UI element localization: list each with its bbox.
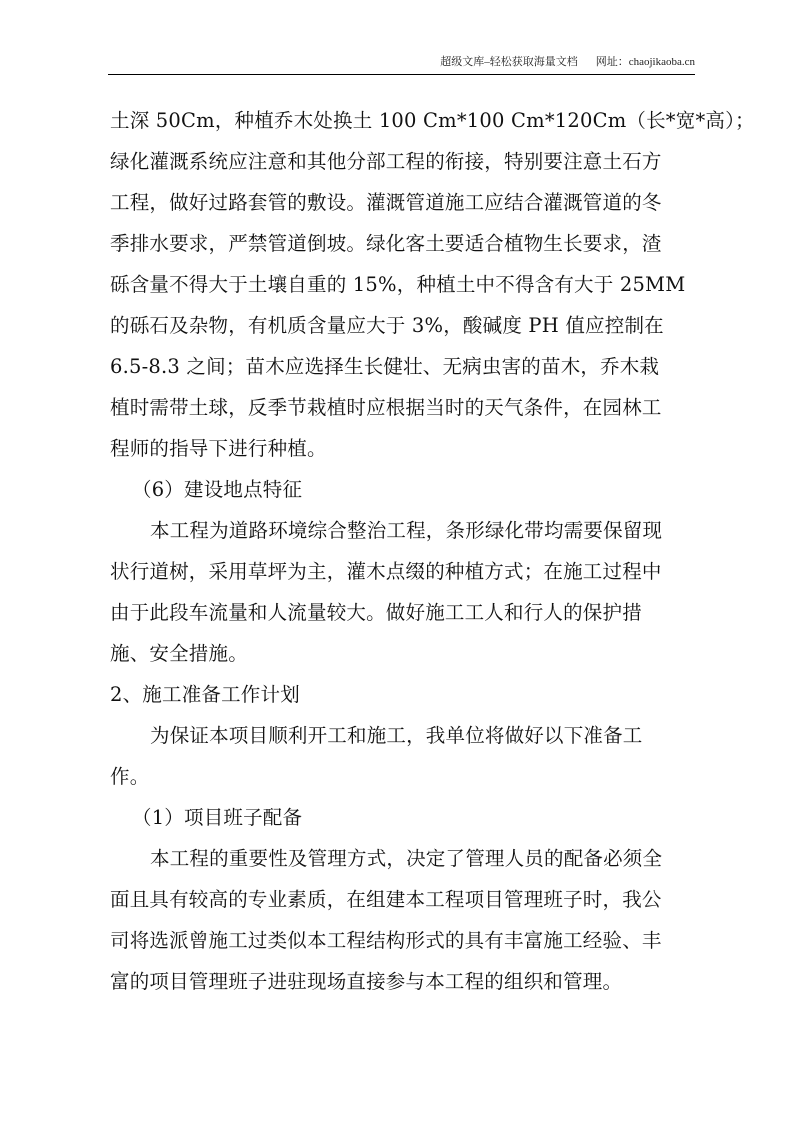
paragraph-line: 绿化灌溉系统应注意和其他分部工程的衔接，特别要注意土石方 (110, 150, 662, 173)
paragraph-line: 程师的指导下进行种植。 (110, 437, 327, 460)
paragraph-line: 工程，做好过路套管的敷设。灌溉管道施工应结合灌溉管道的冬 (110, 191, 662, 214)
paragraph-line: 本工程的重要性及管理方式，决定了管理人员的配备必须全 (150, 847, 663, 870)
paragraph-line: 土深 50Cm，种植乔木处换土 100 Cm*100 Cm*120Cm（长*宽*高）； (110, 109, 755, 132)
site-name: 超级文库–轻松获取海量文档 (440, 56, 578, 68)
paragraph-line: 为保证本项目顺利开工和施工，我单位将做好以下准备工 (150, 724, 643, 747)
page-header (108, 52, 695, 75)
paragraph-line: 状行道树，采用草坪为主，灌木点缀的种植方式；在施工过程中 (110, 560, 662, 583)
paragraph-line: 本工程为道路环境综合整治工程，条形绿化带均需要保留现 (150, 519, 663, 542)
paragraph-line: 富的项目管理班子进驻现场直接参与本工程的组织和管理。 (110, 970, 623, 993)
site-url: 网址：chaojikaoba.cn (595, 56, 695, 68)
paragraph-line: 6.5-8.3 之间；苗木应选择生长健壮、无病虫害的苗木，乔木栽 (110, 355, 660, 378)
section-heading-1: （1）项目班子配备 (132, 806, 303, 829)
paragraph-line: 植时需带土球，反季节栽植时应根据当时的天气条件，在园林工 (110, 396, 662, 419)
section-heading-2: 2、施工准备工作计划 (110, 683, 300, 706)
paragraph-line: 施、安全措施。 (110, 642, 248, 665)
paragraph-line: 的砾石及杂物，有机质含量应大于 3%，酸碱度 PH 值应控制在 (110, 314, 664, 337)
paragraph-line: 季排水要求，严禁管道倒坡。绿化客土要适合植物生长要求，渣 (110, 232, 662, 255)
section-heading-6: （6）建设地点特征 (132, 478, 303, 501)
paragraph-line: 砾含量不得大于土壤自重的 15%，种植土中不得含有大于 25MM (110, 273, 686, 296)
paragraph-line: 由于此段车流量和人流量较大。做好施工工人和行人的保护措 (110, 601, 642, 624)
paragraph-line: 司将选派曾施工过类似本工程结构形式的具有丰富施工经验、丰 (110, 929, 662, 952)
document-body (110, 100, 755, 1002)
paragraph-line: 作。 (110, 765, 150, 788)
paragraph-line: 面且具有较高的专业素质，在组建本工程项目管理班子时，我公 (110, 888, 662, 911)
